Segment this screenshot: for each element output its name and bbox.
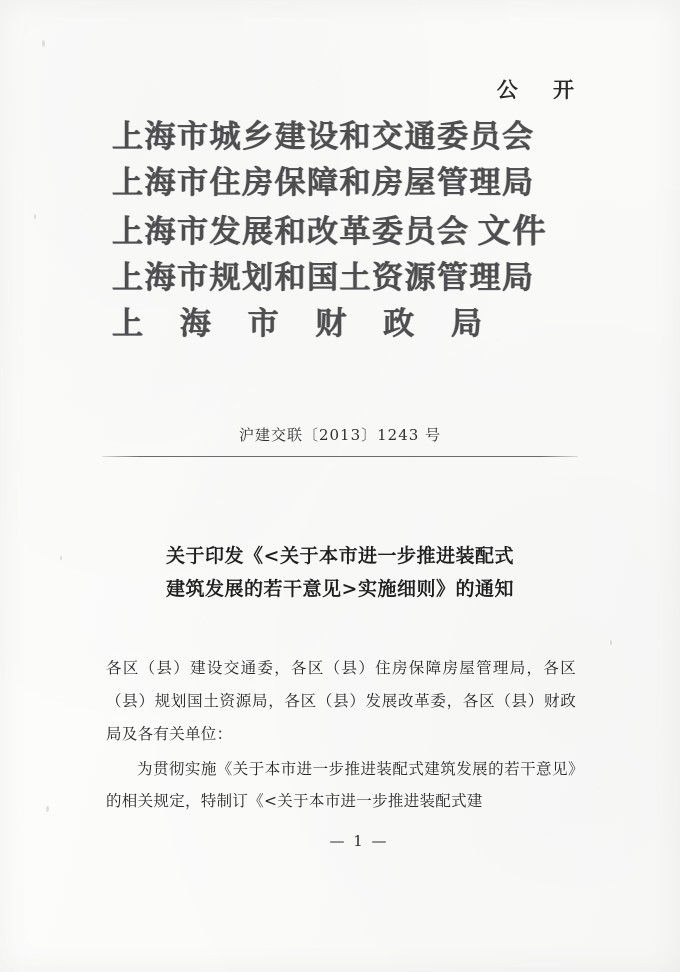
document-number: 沪建交联〔2013〕1243 号	[238, 426, 442, 444]
masthead-document-word: 文件	[477, 211, 548, 250]
body-paragraph-1: 为贯彻实施《关于本市进一步推进装配式建筑发展的若干意见》的相关规定，特制订《<关于本市进一步推进装配式建	[106, 759, 576, 811]
document-title-line-1: 关于印发《<关于本市进一步推进装配式	[166, 545, 514, 567]
masthead-line-3	[112, 211, 590, 250]
document-title-line-2: 建筑发展的若干意见>实施细则》的通知	[166, 578, 514, 601]
page-number	[0, 832, 680, 850]
masthead	[0, 119, 680, 342]
masthead-line-1: 上海市城乡建设和交通委员会	[112, 119, 535, 155]
scan-speck	[46, 806, 49, 812]
masthead-line-3-text: 上海市发展和改革委员会	[112, 214, 470, 250]
document-body	[106, 652, 576, 818]
document-title	[104, 540, 576, 607]
scan-speck	[42, 40, 45, 47]
recipients-paragraph: 各区（县）建设交通委，各区（县）住房保障房屋管理局，各区（县）规划国土资源局，各区（县）发展改革委，各区（县）财政局及各有关单位：	[106, 659, 576, 743]
scan-speck	[610, 640, 612, 645]
scan-speck	[60, 556, 62, 560]
header-divider-rule	[102, 456, 578, 457]
masthead-line-5: 上 海 市 财 政 局	[112, 306, 495, 342]
masthead-line-4: 上海市规划和国土资源管理局	[112, 260, 535, 296]
masthead-line-2: 上海市住房保障和房屋管理局	[112, 165, 535, 201]
page-number-text: — 1 —	[329, 832, 389, 850]
classification-mark: 公 开	[496, 77, 588, 102]
